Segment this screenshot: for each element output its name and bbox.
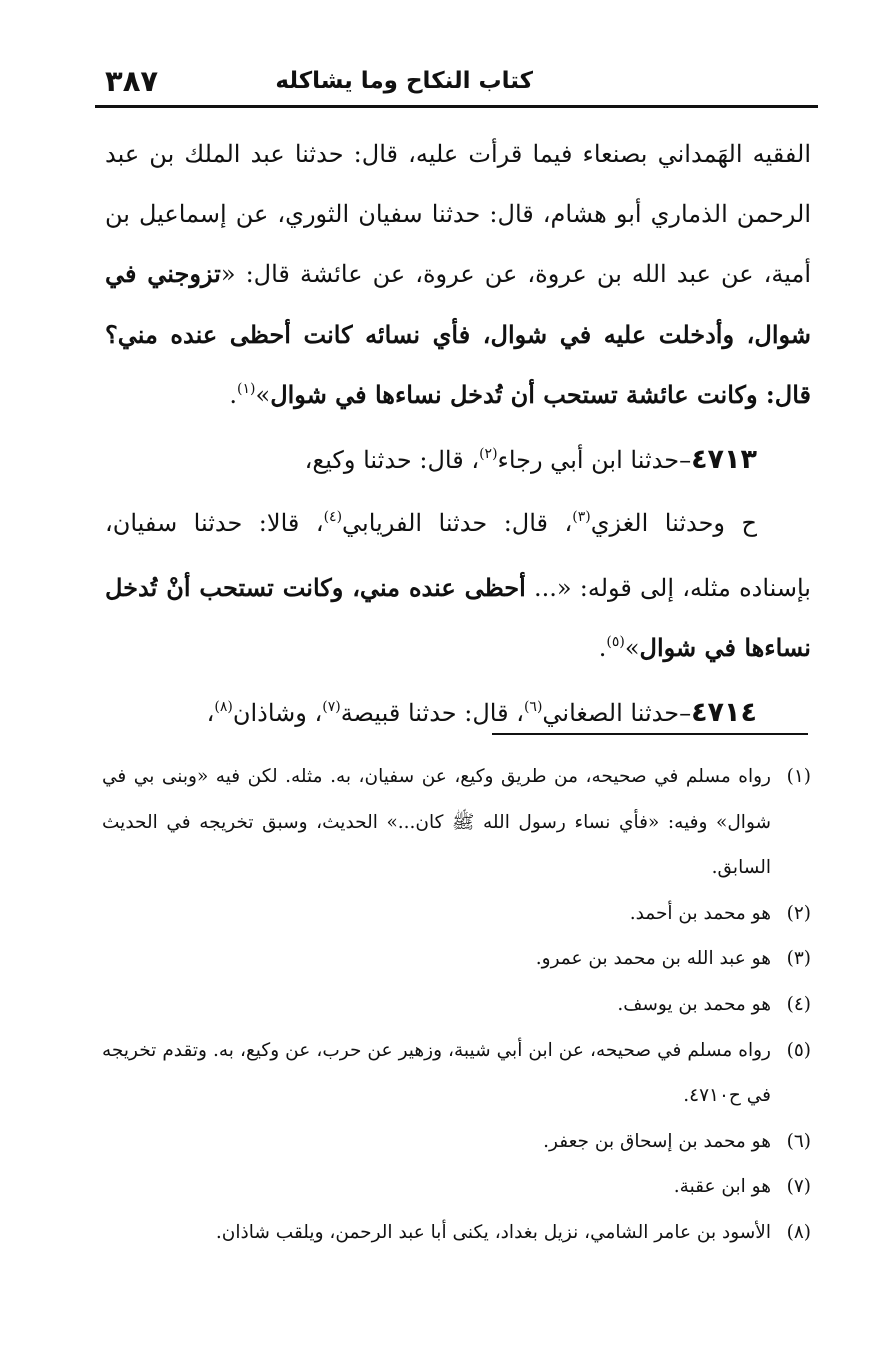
hadith-text-c: ، وشاذان: [232, 698, 323, 727]
hadith-text-end: ، قال: حدثنا وكيع،: [304, 445, 480, 474]
paragraph-text-a: ح وحدثنا الغزي: [590, 509, 757, 537]
footnote-divider: [492, 733, 808, 735]
footnote-number: (٨): [786, 1221, 811, 1243]
closing-quote: »: [624, 634, 640, 662]
footnote-item: [102, 936, 811, 982]
footnote-number: (٤): [786, 993, 811, 1015]
footnote-ref-6: (٦): [523, 698, 543, 715]
footnotes: [102, 754, 811, 1256]
paragraph-end: .: [229, 381, 238, 409]
footnote-text: الأسود بن عامر الشامي، نزيل بغداد، يكنى أبا عبد الرحمن، ويلقب شاذان.: [215, 1221, 771, 1243]
footnote-text: هو محمد بن أحمد.: [629, 902, 771, 924]
paragraph-tahwil: [105, 494, 811, 683]
footnote-text: هو عبد الله بن محمد بن عمرو.: [535, 948, 771, 970]
footnote-item: [102, 1119, 811, 1165]
footnote-ref-7: (٧): [322, 698, 341, 715]
footnote-ref-5: (٥): [606, 634, 625, 650]
hadith-text: –حدثنا ابن أبي رجاء: [497, 445, 692, 474]
hadith-matn: تزوجني في شوال، وأدخلت عليه في شوال، فأي نسائه كانت أحظى عنده مني؟ قال: وكانت عائشة تستحب أن تُدخل نساءها في شوال: [105, 259, 811, 409]
running-header: [95, 58, 818, 108]
paragraph-text-c: ، قالا: حدثنا سفيان، بإسناده مثله، إلى قوله: «...: [105, 509, 811, 602]
paragraph-text: الفقيه الهَمداني بصنعاء فيما قرأت عليه، قال: حدثنا عبد الملك بن عبد الرحمن الذماري أبو هشام، قال: حدثنا سفيان الثوري، عن إسماعيل بن أمية، عن عبد الله بن عروة، عن عروة، عن عائشة قال: «: [105, 140, 812, 288]
footnote-text: هو محمد بن إسحاق بن جعفر.: [543, 1130, 771, 1152]
paragraph-end: .: [598, 634, 607, 662]
closing-quote: »: [255, 381, 271, 409]
footnote-ref-2: (٢): [479, 445, 498, 462]
footnote-item: [102, 1210, 811, 1256]
hadith-text-end: ،: [206, 698, 215, 727]
footnote-item: [102, 1028, 811, 1119]
footnote-text: رواه مسلم في صحيحه، من طريق وكيع، عن سفيان، به. مثله. لكن فيه «وبنى بي في شوال» وفيه: «فأي نساء رسول الله ﷺ كان...» الحديث، وسبق تخريجه في الحديث السابق.: [102, 766, 771, 879]
footnote-ref-8: (٨): [214, 698, 233, 715]
footnote-text: هو محمد بن يوسف.: [617, 993, 771, 1015]
paragraph-text-b: ، قال: حدثنا الفريابي: [342, 509, 573, 537]
hadith-text-b: ، قال: حدثنا قبيصة: [340, 698, 524, 727]
footnote-number: (٥): [786, 1039, 811, 1061]
hadith-number: ٤٧١٤: [691, 696, 757, 728]
footnote-item: [102, 982, 811, 1028]
hadith-number: ٤٧١٣: [691, 443, 757, 475]
hadith-4714: [105, 683, 811, 748]
footnote-item: [102, 891, 811, 937]
footnote-item: [102, 754, 811, 891]
footnote-ref-4: (٤): [323, 509, 343, 525]
paragraph-isnad: [105, 125, 811, 430]
hadith-matn: أحظى عنده مني، وكانت تستحب أنْ تُدخل نساءها في شوال: [105, 572, 811, 662]
footnote-number: (١): [786, 766, 811, 787]
footnote-number: (٣): [786, 948, 811, 970]
main-text: [105, 125, 811, 747]
hadith-text-a: –حدثنا الصغاني: [542, 698, 692, 727]
footnote-item: [102, 1164, 811, 1210]
footnote-ref-1: (١): [237, 381, 256, 397]
chapter-title: كتاب النكاح وما يشاكله: [275, 68, 533, 94]
footnote-text: رواه مسلم في صحيحه، عن ابن أبي شيبة، وزهير عن حرب، عن وكيع، به. وتقدم تخريجه في ح٤٧١٠.: [102, 1039, 771, 1107]
footnote-text: هو ابن عقبة.: [673, 1176, 771, 1198]
page-number: ٣٨٧: [105, 64, 159, 98]
footnote-number: (٦): [786, 1130, 811, 1152]
footnote-number: (٧): [786, 1176, 811, 1198]
footnote-number: (٢): [786, 902, 811, 924]
hadith-4713: [105, 430, 811, 495]
footnote-ref-3: (٣): [572, 509, 591, 525]
